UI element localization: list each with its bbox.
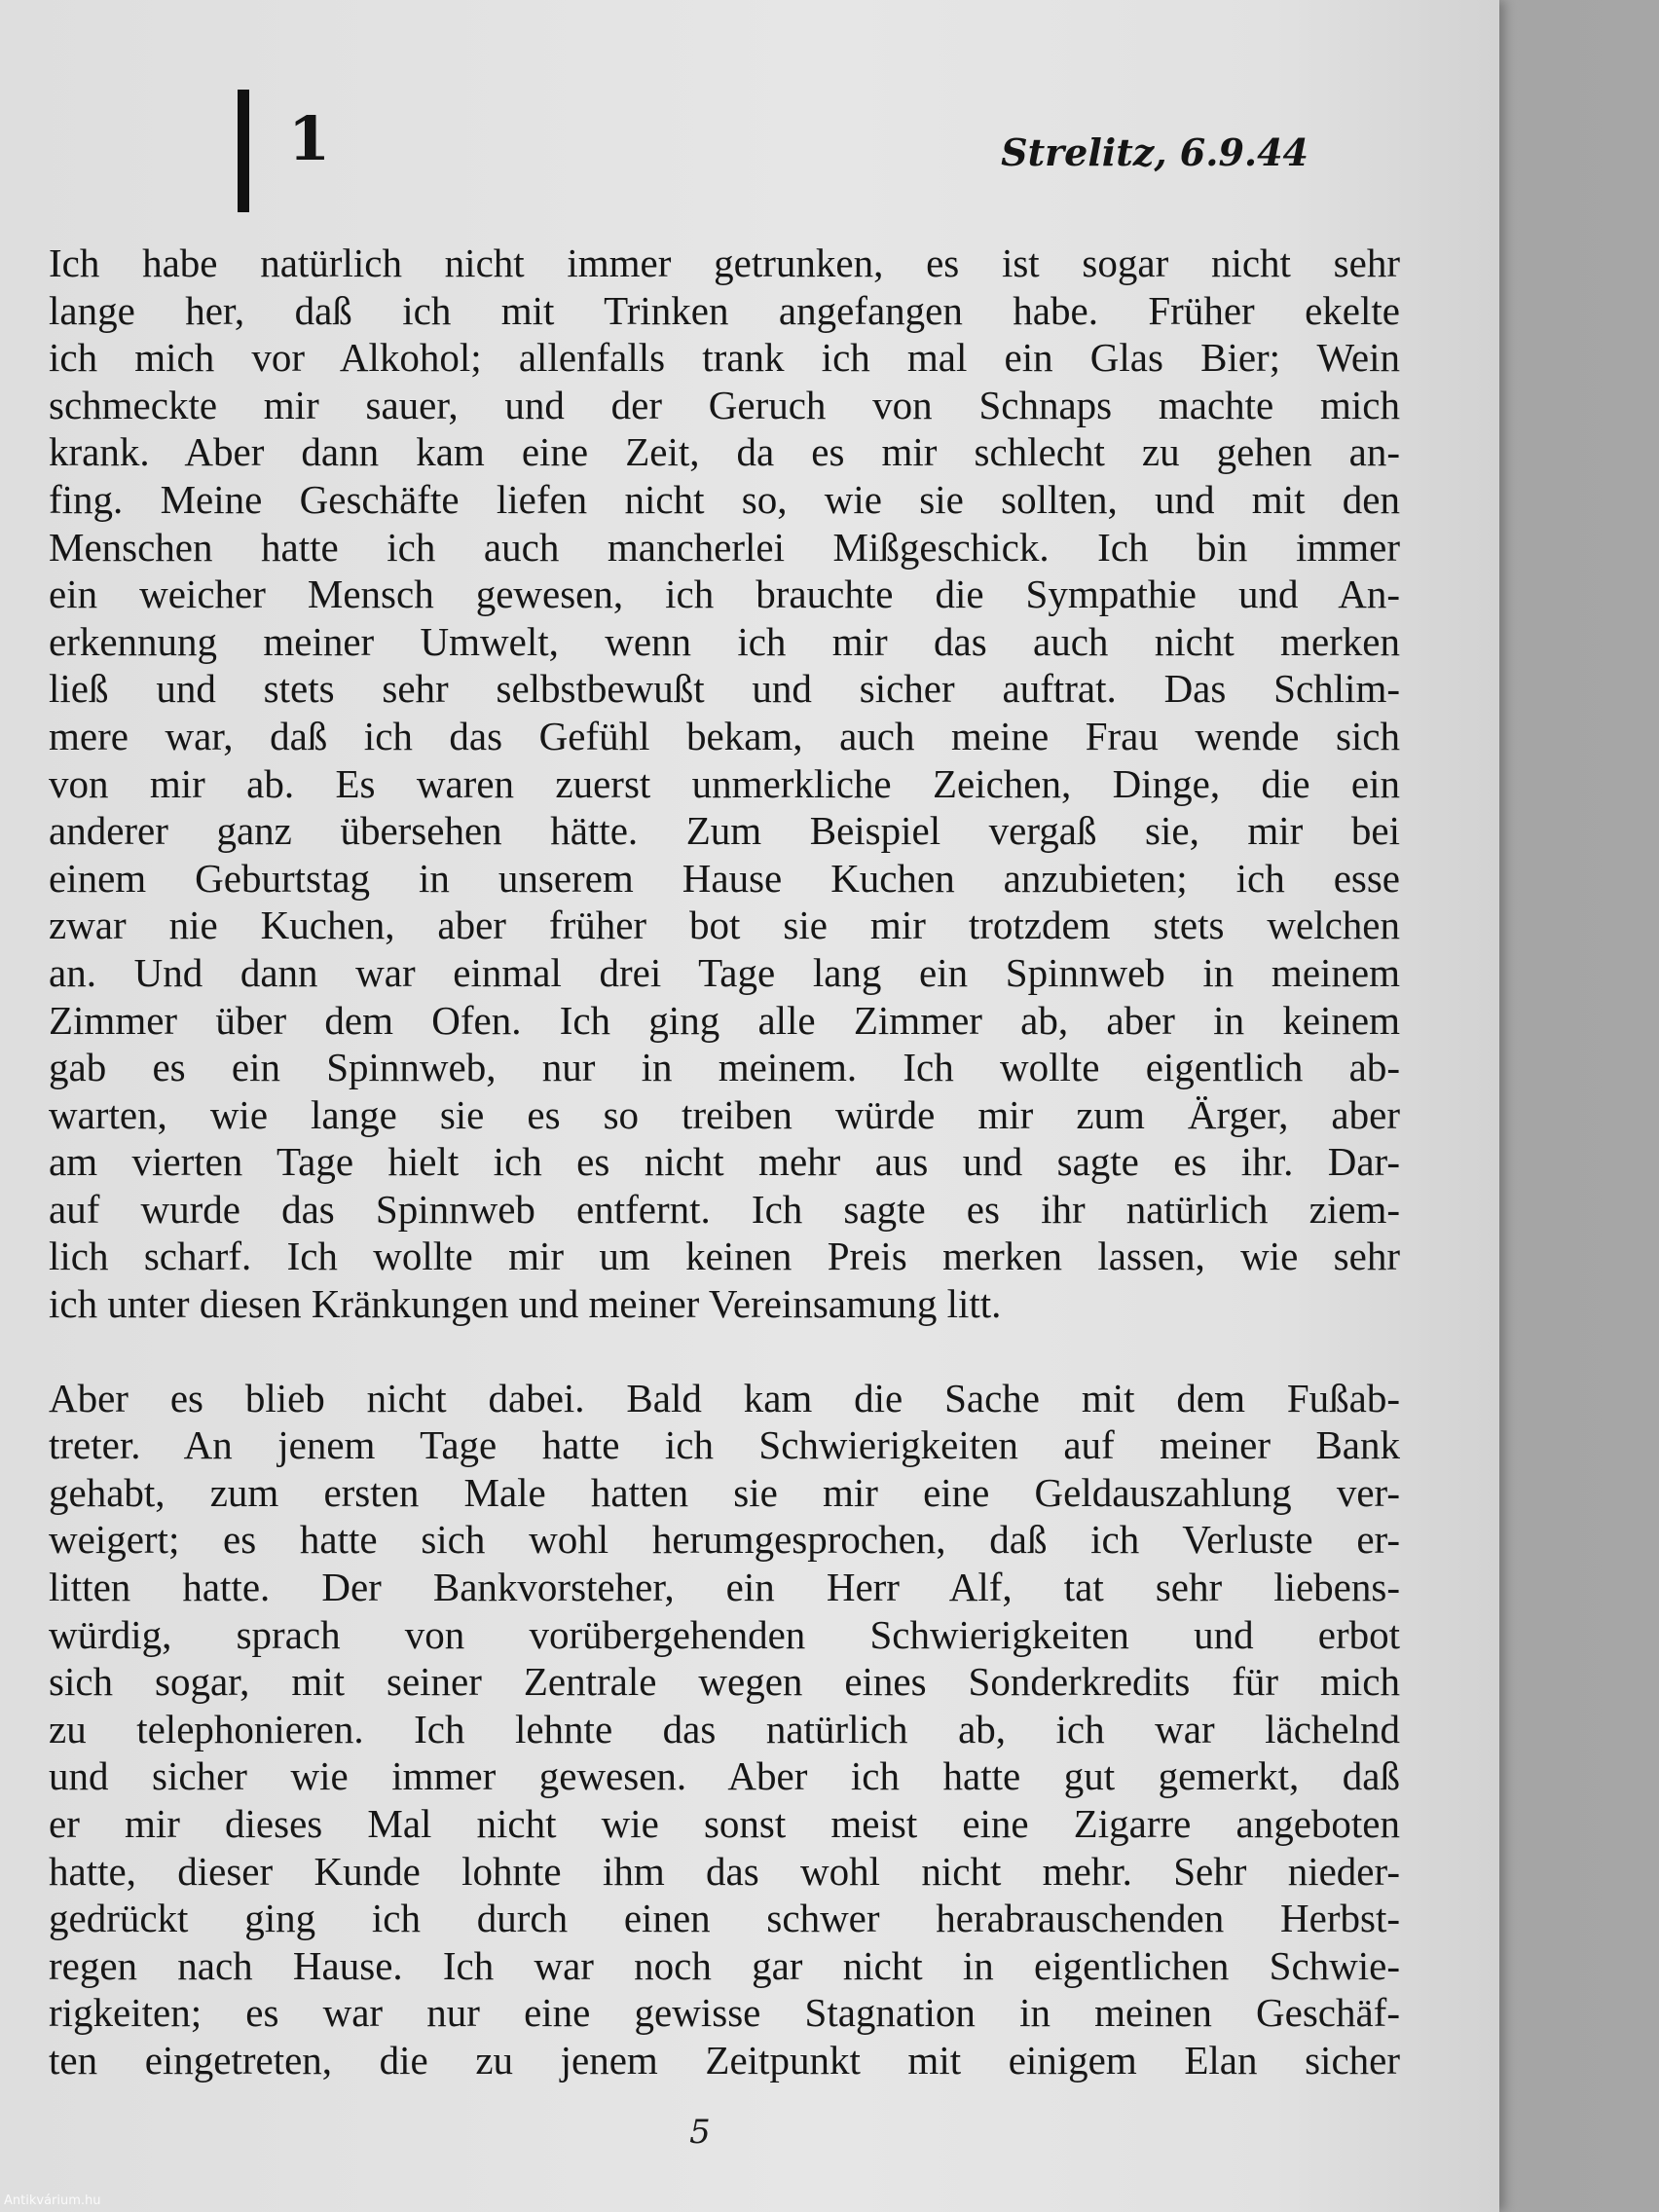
text-line: treter. An jenem Tage hatte ich Schwierigkeiten auf meiner Bank	[49, 1422, 1400, 1468]
text-line: litten hatte. Der Bankvorsteher, ein Herr Alf, tat sehr liebens-	[49, 1565, 1400, 1610]
text-line: fing. Meine Geschäfte liefen nicht so, wie sie sollten, und mit den	[49, 476, 1400, 522]
text-line: zu telephonieren. Ich lehnte das natürlich ab, ich war lächelnd	[49, 1706, 1400, 1751]
text-line: ich mich vor Alkohol; allenfalls trank ich mal ein Glas Bier; Wein	[49, 335, 1400, 381]
text-line: erkennung meiner Umwelt, wenn ich mir das auch nicht merken	[49, 618, 1400, 664]
text-line: auf wurde das Spinnweb entfernt. Ich sagte es ihr natürlich ziem-	[49, 1186, 1400, 1232]
text-line: anderer ganz übersehen hätte. Zum Beispiel vergaß sie, mir bei	[49, 808, 1400, 854]
text-line: gedrückt ging ich durch einen schwer herabrauschenden Herbst-	[49, 1896, 1400, 1941]
text-line: an. Und dann war einmal drei Tage lang ein Spinnweb in meinem	[49, 949, 1400, 995]
text-line: er mir dieses Mal nicht wie sonst meist eine Zigarre angeboten	[49, 1801, 1400, 1846]
text-line: gab es ein Spinnweb, nur in meinem. Ich wollte eigentlich ab-	[49, 1045, 1400, 1090]
body-text	[49, 240, 1400, 2084]
text-line: am vierten Tage hielt ich es nicht mehr aus und sagte es ihr. Dar-	[49, 1139, 1400, 1185]
text-line: sich sogar, mit seiner Zentrale wegen eines Sonderkredits für mich	[49, 1659, 1400, 1705]
text-line: ten eingetreten, die zu jenem Zeitpunkt mit einigem Elan sicher	[49, 2037, 1400, 2083]
text-line: zwar nie Kuchen, aber früher bot sie mir trotzdem stets welchen	[49, 903, 1400, 948]
text-line: hatte, dieser Kunde lohnte ihm das wohl nicht mehr. Sehr nieder-	[49, 1848, 1400, 1894]
text-line: regen nach Hause. Ich war noch gar nicht in eigentlichen Schwie-	[49, 1942, 1400, 1988]
watermark: Antikvárium.hu	[4, 2194, 101, 2208]
text-line: ein weicher Mensch gewesen, ich brauchte die Sympathie und An-	[49, 571, 1400, 617]
paragraph	[49, 240, 1400, 1328]
text-line: Menschen hatte ich auch mancherlei Mißgeschick. Ich bin immer	[49, 524, 1400, 570]
text-line: Aber es blieb nicht dabei. Bald kam die Sache mit dem Fußab-	[49, 1375, 1400, 1420]
text-line: warten, wie lange sie es so treiben würde mir zum Ärger, aber	[49, 1091, 1400, 1137]
text-line: rigkeiten; es war nur eine gewisse Stagnation in meinen Geschäf-	[49, 1990, 1400, 2036]
place-date-heading: Strelitz, 6.9.44	[1001, 130, 1309, 174]
paragraph	[49, 1375, 1400, 2084]
text-line: ich unter diesen Kränkungen und meiner Vereinsamung litt.	[49, 1281, 1002, 1327]
text-line: weigert; es hatte sich wohl herumgesprochen, daß ich Verluste er-	[49, 1517, 1400, 1563]
text-line: gehabt, zum ersten Male hatten sie mir eine Geldauszahlung ver-	[49, 1469, 1400, 1515]
text-line: krank. Aber dann kam eine Zeit, da es mir schlecht zu gehen an-	[49, 429, 1400, 475]
text-line: einem Geburtstag in unserem Hause Kuchen anzubieten; ich esse	[49, 855, 1400, 901]
text-line: ließ und stets sehr selbstbewußt und sicher auftrat. Das Schlim-	[49, 666, 1400, 712]
page-number: 5	[689, 2113, 711, 2152]
text-line: lich scharf. Ich wollte mir um keinen Preis merken lassen, wie sehr	[49, 1234, 1400, 1279]
chapter-bar	[238, 90, 249, 212]
text-line: von mir ab. Es waren zuerst unmerkliche Zeichen, Dinge, die ein	[49, 760, 1400, 806]
text-line: Zimmer über dem Ofen. Ich ging alle Zimmer ab, aber in keinem	[49, 997, 1400, 1043]
text-line: lange her, daß ich mit Trinken angefangen habe. Früher ekelte	[49, 287, 1400, 333]
text-line: würdig, sprach von vorübergehenden Schwierigkeiten und erbot	[49, 1611, 1400, 1657]
text-line: Ich habe natürlich nicht immer getrunken, es ist sogar nicht sehr	[49, 240, 1400, 285]
text-line: mere war, daß ich das Gefühl bekam, auch meine Frau wende sich	[49, 713, 1400, 758]
text-line: und sicher wie immer gewesen. Aber ich hatte gut gemerkt, daß	[49, 1753, 1400, 1799]
text-line: schmeckte mir sauer, und der Geruch von Schnaps machte mich	[49, 382, 1400, 427]
chapter-number: 1	[288, 103, 331, 174]
